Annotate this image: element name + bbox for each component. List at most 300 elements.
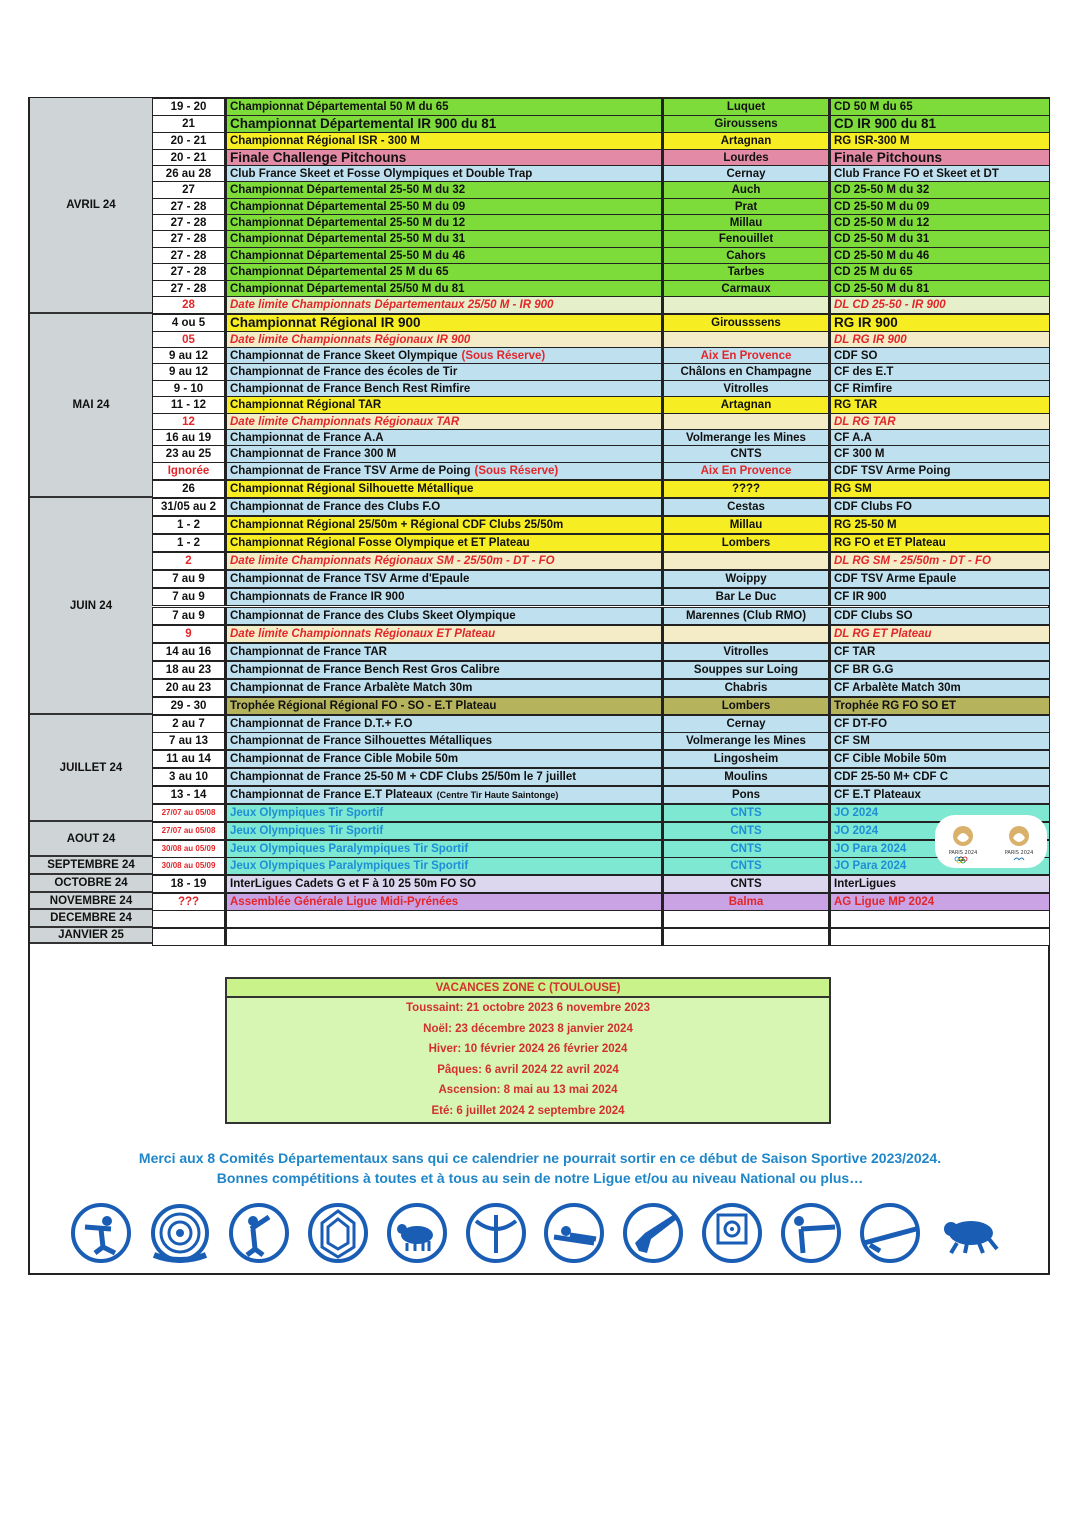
event-location	[663, 625, 830, 643]
event-date-text: 30/08 au 05/09	[161, 861, 216, 871]
event-date	[152, 715, 226, 733]
event-location	[663, 588, 830, 606]
vacances-line: Toussaint: 21 octobre 2023 6 novembre 2023	[406, 1002, 650, 1015]
event-location	[663, 928, 830, 946]
event-date	[152, 697, 226, 715]
event-title-text: Championnat Régional Fosse Olympique et ET Plateau	[230, 536, 530, 549]
event-title-text: Jeux Olympiques Paralympiques Tir Sportif	[230, 859, 469, 872]
event-title	[226, 462, 663, 480]
event-date	[152, 165, 226, 183]
event-title-text: Championnat de France Bench Rest Rimfire	[230, 382, 471, 395]
event-title-text: Trophée Régional Régional FO - SO - E.T Plateau	[230, 699, 497, 712]
table-row	[152, 132, 1050, 150]
event-title-text: Championnat de France Silhouettes Métalliques	[230, 734, 492, 747]
event-code-text: CF A.A	[834, 431, 872, 444]
event-code-text: AG Ligue MP 2024	[834, 895, 935, 908]
event-location	[663, 715, 830, 733]
event-location	[663, 570, 830, 588]
event-code	[830, 296, 1050, 314]
event-title-text: Championnat Départemental 25-50 M du 09	[230, 200, 466, 213]
event-title-text: Championnat de France des Clubs F.O	[230, 500, 441, 513]
event-date	[152, 462, 226, 480]
event-date	[152, 347, 226, 365]
table-row	[152, 750, 1050, 768]
event-date	[152, 445, 226, 463]
square-target-icon	[701, 1203, 763, 1263]
event-location-text: Vitrolles	[723, 382, 769, 395]
event-date-text: ???	[177, 895, 200, 908]
event-date-text: 7 au 9	[172, 609, 205, 622]
event-code	[830, 445, 1050, 463]
event-title	[226, 910, 663, 928]
month-text: AOUT 24	[66, 832, 116, 845]
event-title	[226, 380, 663, 398]
table-row	[152, 115, 1050, 133]
event-code-text: RG FO et ET Plateau	[834, 536, 946, 549]
table-row	[152, 928, 1050, 946]
event-location	[663, 115, 830, 133]
event-date	[152, 786, 226, 804]
event-location	[663, 840, 830, 858]
event-location	[663, 786, 830, 804]
event-location-text: Aix En Provence	[700, 349, 792, 362]
table-row	[152, 875, 1050, 893]
table-row	[152, 804, 1050, 822]
event-location	[663, 893, 830, 911]
event-title	[226, 768, 663, 786]
event-date	[152, 498, 226, 516]
event-location	[663, 643, 830, 661]
event-date	[152, 296, 226, 314]
event-code-text: JO 2024	[834, 824, 879, 837]
event-location-text: Prat	[734, 200, 758, 213]
thanks-line-1: Merci aux 8 Comités Départementaux sans qui ce calendrier ne pourrait sortir en ce début de Saison Sportive 2023/2024.	[138, 1150, 942, 1166]
event-location-text: Marennes (Club RMO)	[685, 609, 807, 622]
event-title	[226, 588, 663, 606]
event-title-text: Championnat de France D.T.+ F.O	[230, 717, 413, 730]
month-label	[30, 857, 152, 875]
event-code	[830, 115, 1050, 133]
event-location	[663, 296, 830, 314]
event-code	[830, 230, 1050, 248]
event-date	[152, 429, 226, 447]
event-code	[830, 534, 1050, 552]
event-date-text: 31/05 au 2	[161, 500, 216, 513]
event-code	[830, 552, 1050, 570]
event-location	[663, 732, 830, 750]
event-code	[830, 429, 1050, 447]
event-title-text: Championnat de France 300 M	[230, 447, 397, 460]
event-title	[226, 643, 663, 661]
table-row	[152, 413, 1050, 431]
event-date	[152, 661, 226, 679]
event-location	[663, 679, 830, 697]
event-code-text: JO 2024	[834, 806, 879, 819]
event-code	[830, 480, 1050, 498]
event-location-text: Artagnan	[720, 398, 772, 411]
event-location-text: Artagnan	[720, 134, 772, 147]
event-location	[663, 380, 830, 398]
event-date	[152, 413, 226, 431]
event-code-text: CDF Clubs FO	[834, 500, 912, 513]
table-row	[152, 480, 1050, 498]
event-title	[226, 840, 663, 858]
event-title-text: Championnat Régional IR 900	[230, 315, 421, 331]
event-date-text: 29 - 30	[170, 699, 207, 712]
table-row	[152, 280, 1050, 298]
event-location	[663, 445, 830, 463]
table-row	[152, 534, 1050, 552]
event-date-text: 28	[182, 298, 195, 311]
event-date-text: 27 - 28	[170, 265, 207, 278]
month-label	[30, 498, 152, 715]
event-location	[663, 331, 830, 349]
event-title	[226, 480, 663, 498]
event-location-text: Bar Le Duc	[715, 590, 777, 603]
event-code	[830, 462, 1050, 480]
running-boar-icon	[938, 1203, 1000, 1263]
event-location-text: Fenouillet	[718, 232, 774, 245]
event-date-text: 3 au 10	[169, 770, 208, 783]
event-location-text: Cestas	[727, 500, 765, 513]
table-row	[152, 347, 1050, 365]
event-location-text: CNTS	[730, 806, 762, 819]
event-code	[830, 732, 1050, 750]
event-title	[226, 625, 663, 643]
event-title-text: Date limite Championnats Régionaux TAR	[230, 415, 460, 428]
event-location-text: Lombers	[721, 699, 771, 712]
event-title-text: Date limite Championnats Régionaux ET Plateau	[230, 627, 496, 640]
event-date	[152, 857, 226, 875]
event-date-text: 20 - 21	[170, 134, 207, 147]
table-row	[152, 643, 1050, 661]
event-date-text: 27	[182, 183, 195, 196]
event-date	[152, 280, 226, 298]
event-code	[830, 498, 1050, 516]
event-title-text: Championnat de France A.A	[230, 431, 384, 444]
event-title	[226, 149, 663, 167]
month-label	[30, 822, 152, 857]
event-title	[226, 661, 663, 679]
event-code-text: CF DT-FO	[834, 717, 888, 730]
event-code-text: DL RG SM - 25/50m - DT - FO	[834, 554, 991, 567]
event-date-text: 27/07 au 05/08	[161, 826, 216, 836]
event-date	[152, 875, 226, 893]
event-location	[663, 750, 830, 768]
event-location	[663, 498, 830, 516]
event-date	[152, 732, 226, 750]
event-title	[226, 363, 663, 381]
event-date-text: 11 - 12	[170, 398, 207, 411]
event-location	[663, 165, 830, 183]
event-code-text: CDF SO	[834, 349, 878, 362]
table-row	[152, 607, 1050, 625]
event-code-text: Club France FO et Skeet et DT	[834, 167, 999, 180]
event-location	[663, 181, 830, 199]
event-title-text: Date limite Championnats Régionaux SM - 25/50m - DT - FO	[230, 554, 555, 567]
event-title-text: Championnat Départemental 25-50 M du 12	[230, 216, 466, 229]
event-title-text: Date limite Championnats Régionaux IR 900	[230, 333, 471, 346]
event-date-text: 7 au 9	[172, 572, 205, 585]
event-location	[663, 263, 830, 281]
event-date-text: 7 au 9	[172, 590, 205, 603]
event-location	[663, 198, 830, 216]
event-date	[152, 214, 226, 232]
event-date	[152, 263, 226, 281]
event-date-text: 12	[182, 415, 195, 428]
event-location	[663, 910, 830, 928]
event-location-text: Tarbes	[727, 265, 765, 278]
event-code-text: CF Cible Mobile 50m	[834, 752, 947, 765]
event-code-text: DL RG IR 900	[834, 333, 907, 346]
event-location	[663, 347, 830, 365]
event-date	[152, 910, 226, 928]
table-row	[152, 516, 1050, 534]
event-code	[830, 363, 1050, 381]
event-code	[830, 679, 1050, 697]
table-row	[152, 380, 1050, 398]
event-location-text: Châlons en Champagne	[680, 365, 812, 378]
event-note: (Sous Réserve)	[461, 349, 546, 362]
table-row	[152, 498, 1050, 516]
event-code	[830, 149, 1050, 167]
event-date	[152, 181, 226, 199]
event-location	[663, 247, 830, 265]
event-date	[152, 840, 226, 858]
event-date-text: 9 au 12	[169, 365, 208, 378]
event-title-text: Championnat de France Bench Rest Gros Calibre	[230, 663, 500, 676]
event-code-text: RG TAR	[834, 398, 878, 411]
event-title-text: Championnat Départemental 25/50 M du 81	[230, 282, 465, 295]
event-code	[830, 607, 1050, 625]
event-date	[152, 534, 226, 552]
event-code-text: JO Para 2024	[834, 842, 907, 855]
event-date-text: 13 - 14	[170, 788, 207, 801]
event-title-text: Championnat Départemental 25-50 M du 31	[230, 232, 466, 245]
event-title-text: Jeux Olympiques Tir Sportif	[230, 806, 384, 819]
event-date	[152, 928, 226, 946]
table-row	[152, 247, 1050, 265]
month-label	[30, 910, 152, 928]
month-label	[30, 98, 152, 314]
event-title	[226, 822, 663, 840]
table-row	[152, 732, 1050, 750]
event-date-text: 4 ou 5	[171, 316, 206, 329]
event-code	[830, 893, 1050, 911]
event-title-text: Championnats de France IR 900	[230, 590, 405, 603]
event-code	[830, 661, 1050, 679]
table-row	[152, 331, 1050, 349]
event-location-text: Millau	[729, 216, 763, 229]
event-location-text: ????	[731, 482, 761, 495]
event-code	[830, 198, 1050, 216]
event-code-text: CD IR 900 du 81	[834, 116, 937, 132]
event-location-text: Aix En Provence	[700, 464, 792, 477]
event-title	[226, 263, 663, 281]
event-date	[152, 625, 226, 643]
event-code	[830, 165, 1050, 183]
event-location	[663, 480, 830, 498]
paris-2024-paralympic-icon	[997, 820, 1041, 864]
event-code	[830, 570, 1050, 588]
event-date-text: 27 - 28	[170, 200, 207, 213]
table-row	[152, 429, 1050, 447]
svg-text:PARIS 2024: PARIS 2024	[1004, 849, 1034, 856]
event-location-text: CNTS	[730, 859, 762, 872]
event-date-text: 27 - 28	[170, 282, 207, 295]
event-title-text: InterLigues Cadets G et F à 10 25 50m FO SO	[230, 877, 477, 890]
event-code	[830, 347, 1050, 365]
event-code	[830, 588, 1050, 606]
event-code-text: CD 25-50 M du 31	[834, 232, 930, 245]
event-code-text: CD 25-50 M du 09	[834, 200, 930, 213]
event-code	[830, 314, 1050, 332]
event-title	[226, 396, 663, 414]
event-date-text: 11 au 14	[166, 752, 211, 765]
event-location	[663, 516, 830, 534]
event-date-text: 23 au 25	[165, 447, 212, 460]
event-location-text: Souppes sur Loing	[693, 663, 799, 676]
table-row	[152, 840, 1050, 858]
event-location-text: Auch	[731, 183, 761, 196]
event-title	[226, 875, 663, 893]
event-title	[226, 331, 663, 349]
table-row	[152, 679, 1050, 697]
event-code-text: CD 50 M du 65	[834, 100, 913, 113]
event-date-text: 18 - 19	[170, 877, 207, 890]
event-title	[226, 498, 663, 516]
event-date	[152, 98, 226, 116]
event-date	[152, 198, 226, 216]
event-code-text: CF 300 M	[834, 447, 885, 460]
event-code-text: RG IR 900	[834, 315, 898, 331]
event-code-text: JO Para 2024	[834, 859, 907, 872]
event-code	[830, 132, 1050, 150]
event-location-text: Lombers	[721, 536, 771, 549]
event-date	[152, 247, 226, 265]
event-date	[152, 588, 226, 606]
event-title	[226, 928, 663, 946]
paris-2024-olympic-icon	[941, 820, 985, 864]
event-code	[830, 643, 1050, 661]
event-title	[226, 715, 663, 733]
event-title	[226, 552, 663, 570]
event-location-text: Cahors	[726, 249, 766, 262]
event-location-text: Chabris	[724, 681, 768, 694]
month-text: SEPTEMBRE 24	[47, 859, 135, 871]
event-code-text: CD 25-50 M du 12	[834, 216, 930, 229]
svg-text:PARIS 2024: PARIS 2024	[948, 849, 978, 856]
event-date	[152, 380, 226, 398]
event-location-text: Volmerange les Mines	[686, 734, 806, 747]
event-code	[830, 768, 1050, 786]
event-date-text: 27/07 au 05/08	[161, 808, 216, 818]
event-code-text: DL CD 25-50 - IR 900	[834, 298, 946, 311]
vacances-line: Hiver: 10 février 2024 26 février 2024	[428, 1043, 628, 1056]
event-note: (Sous Réserve)	[474, 464, 559, 477]
event-code-text: Finale Pitchouns	[834, 150, 943, 166]
event-location-text: Lingosheim	[713, 752, 779, 765]
event-code-text: Trophée RG FO SO ET	[834, 699, 957, 712]
event-location	[663, 534, 830, 552]
event-date-text: 2 au 7	[172, 717, 205, 730]
event-date-text: 7 au 13	[169, 734, 208, 747]
event-location	[663, 396, 830, 414]
table-row	[152, 181, 1050, 199]
standing-shooter-icon	[780, 1203, 842, 1263]
event-location	[663, 552, 830, 570]
event-date	[152, 230, 226, 248]
event-code-text: CDF 25-50 M+ CDF C	[834, 770, 949, 783]
event-code	[830, 214, 1050, 232]
event-date-text: 1 - 2	[176, 518, 200, 531]
table-row	[152, 768, 1050, 786]
event-code	[830, 875, 1050, 893]
event-location-text: CNTS	[730, 877, 762, 890]
table-row	[152, 715, 1050, 733]
event-location	[663, 149, 830, 167]
month-text: JUIN 24	[69, 599, 113, 612]
event-date	[152, 607, 226, 625]
event-date	[152, 149, 226, 167]
vacances-line: Eté: 6 juillet 2024 2 septembre 2024	[431, 1104, 625, 1117]
event-location	[663, 429, 830, 447]
vacances-lines	[227, 998, 829, 1121]
event-code	[830, 380, 1050, 398]
discipline-icons	[70, 1203, 1000, 1263]
event-code-text: CF des E.T	[834, 365, 894, 378]
month-label	[30, 893, 152, 910]
month-label	[30, 715, 152, 822]
event-title	[226, 314, 663, 332]
event-code	[830, 98, 1050, 116]
event-title	[226, 516, 663, 534]
table-row	[152, 396, 1050, 414]
event-title	[226, 247, 663, 265]
event-title	[226, 857, 663, 875]
event-title-text: Championnat Régional 25/50m + Régional CDF Clubs 25/50m	[230, 518, 564, 531]
event-date-text: 20 - 21	[170, 151, 207, 164]
event-location	[663, 462, 830, 480]
event-title-text: Championnat de France des Clubs Skeet Olympique	[230, 609, 516, 622]
event-location-text: Luquet	[726, 100, 766, 113]
prone-shooter-icon	[543, 1203, 605, 1263]
event-title	[226, 697, 663, 715]
table-row	[152, 263, 1050, 281]
event-code	[830, 625, 1050, 643]
event-code-text: CF SM	[834, 734, 870, 747]
table-row	[152, 462, 1050, 480]
event-location-text: Volmerange les Mines	[686, 431, 806, 444]
event-subnote: (Centre Tir Haute Saintonge)	[436, 789, 559, 800]
event-title-text: Championnat Départemental IR 900 du 81	[230, 116, 497, 132]
archer-kneeling-icon	[70, 1203, 132, 1263]
event-title	[226, 750, 663, 768]
event-location	[663, 214, 830, 232]
event-code-text: CDF TSV Arme Epaule	[834, 572, 957, 585]
event-code	[830, 247, 1050, 265]
event-location	[663, 875, 830, 893]
event-location	[663, 280, 830, 298]
event-location	[663, 768, 830, 786]
event-title-text: Championnat Départemental 25 M du 65	[230, 265, 449, 278]
table-row	[152, 98, 1050, 116]
event-code	[830, 715, 1050, 733]
table-row	[152, 588, 1050, 606]
event-title	[226, 115, 663, 133]
event-title	[226, 679, 663, 697]
concentric-target-icon	[149, 1203, 211, 1263]
